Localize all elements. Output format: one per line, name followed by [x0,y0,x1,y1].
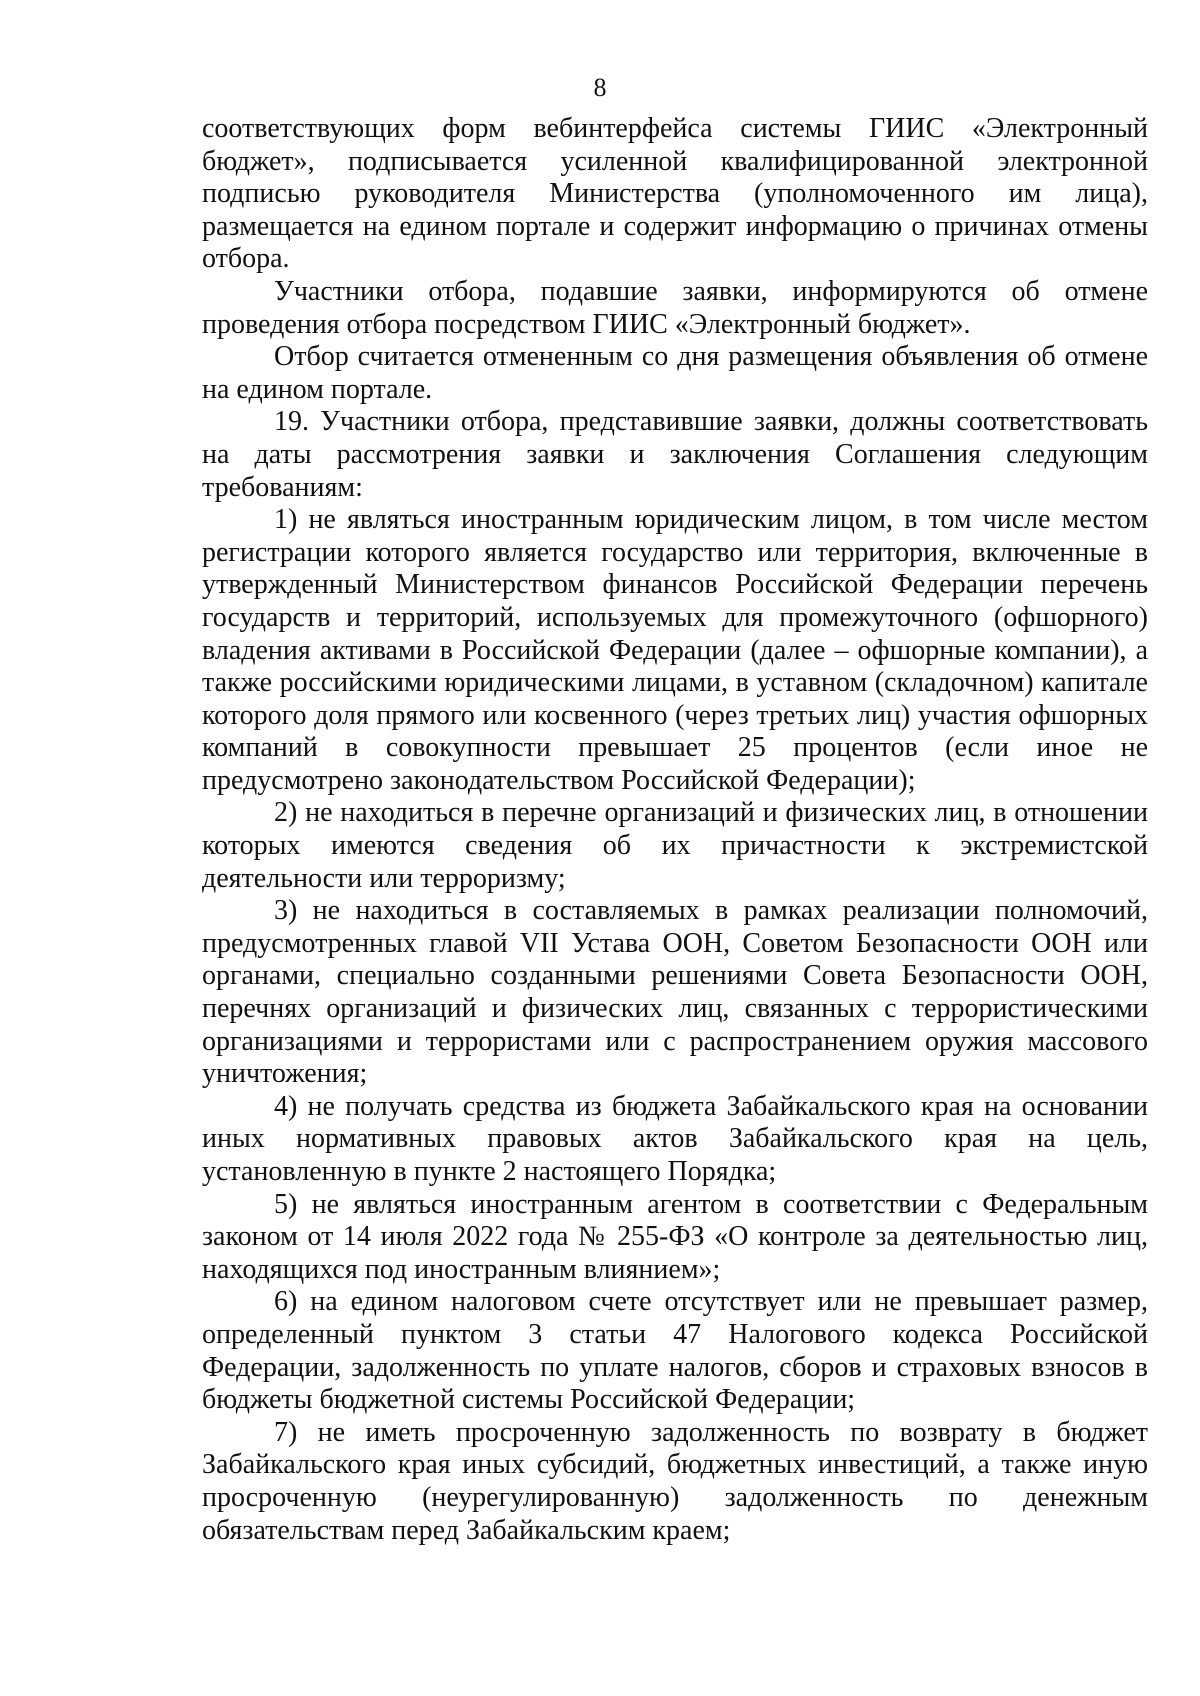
list-item: 5) не являться иностранным агентом в соответствии с Федеральным законом от 14 июля 2022 года № 255-ФЗ «О контроле за деятельностью лиц, находящихся под иностранным влиянием»; [202,1188,1148,1285]
paragraph: соответствующих форм вебинтерфейса системы ГИИС «Электронный бюджет», подписывается усиленной квалифицированной электронной подписью руководителя Министерства (уполномоченного им лица), размещается на едином портале и содержит информацию о причинах отмены отбора. [202,113,1148,275]
document-body [202,113,1148,1547]
list-item: 7) не иметь просроченную задолженность по возврату в бюджет Забайкальского края иных субсидий, бюджетных инвестиций, а также иную просроченную (неурегулированную) задолженность по денежным обязательствам перед Забайкальским краем; [202,1416,1148,1546]
page-number: 8 [593,73,607,102]
paragraph: Участники отбора, подавшие заявки, информируются об отмене проведения отбора посредством ГИИС «Электронный бюджет». [202,275,1148,340]
list-item: 2) не находиться в перечне организаций и физических лиц, в отношении которых имеются сведения об их причастности к экстремистской деятельности или терроризму; [202,797,1148,894]
paragraph: 19. Участники отбора, представившие заявки, должны соответствовать на даты рассмотрения заявки и заключения Соглашения следующим требованиям: [202,406,1148,503]
list-item: 3) не находиться в составляемых в рамках реализации полномочий, предусмотренных главой VII Устава ООН, Советом Безопасности ООН или органами, специально созданными решениями Совета Безопасности ООН, перечнях организаций и физических лиц, связанных с террористическими организациями и террористами или с распространением оружия массового уничтожения; [202,895,1148,1090]
list-item: 1) не являться иностранным юридическим лицом, в том числе местом регистрации которого является государство или территория, включенные в утвержденный Министерством финансов Российской Федерации перечень государств и территорий, используемых для промежуточного (офшорного) владения активами в Российской Федерации (далее – офшорные компании), а также российскими юридическими лицами, в уставном (складочном) капитале которого доля прямого или косвенного (через третьих лиц) участия офшорных компаний в совокупности превышает 25 процентов (если иное не предусмотрено законодательством Российской Федерации); [202,504,1148,796]
paragraph: Отбор считается отмененным со дня размещения объявления об отмене на едином портале. [202,341,1148,405]
list-item: 4) не получать средства из бюджета Забайкальского края на основании иных нормативных правовых актов Забайкальского края на цель, установленную в пункте 2 настоящего Порядка; [202,1090,1148,1187]
list-item: 6) на едином налоговом счете отсутствует или не превышает размер, определенный пунктом 3 статьи 47 Налогового кодекса Российской Федерации, задолженность по уплате налогов, сборов и страховых взносов в бюджеты бюджетной системы Российской Федерации; [202,1286,1148,1416]
